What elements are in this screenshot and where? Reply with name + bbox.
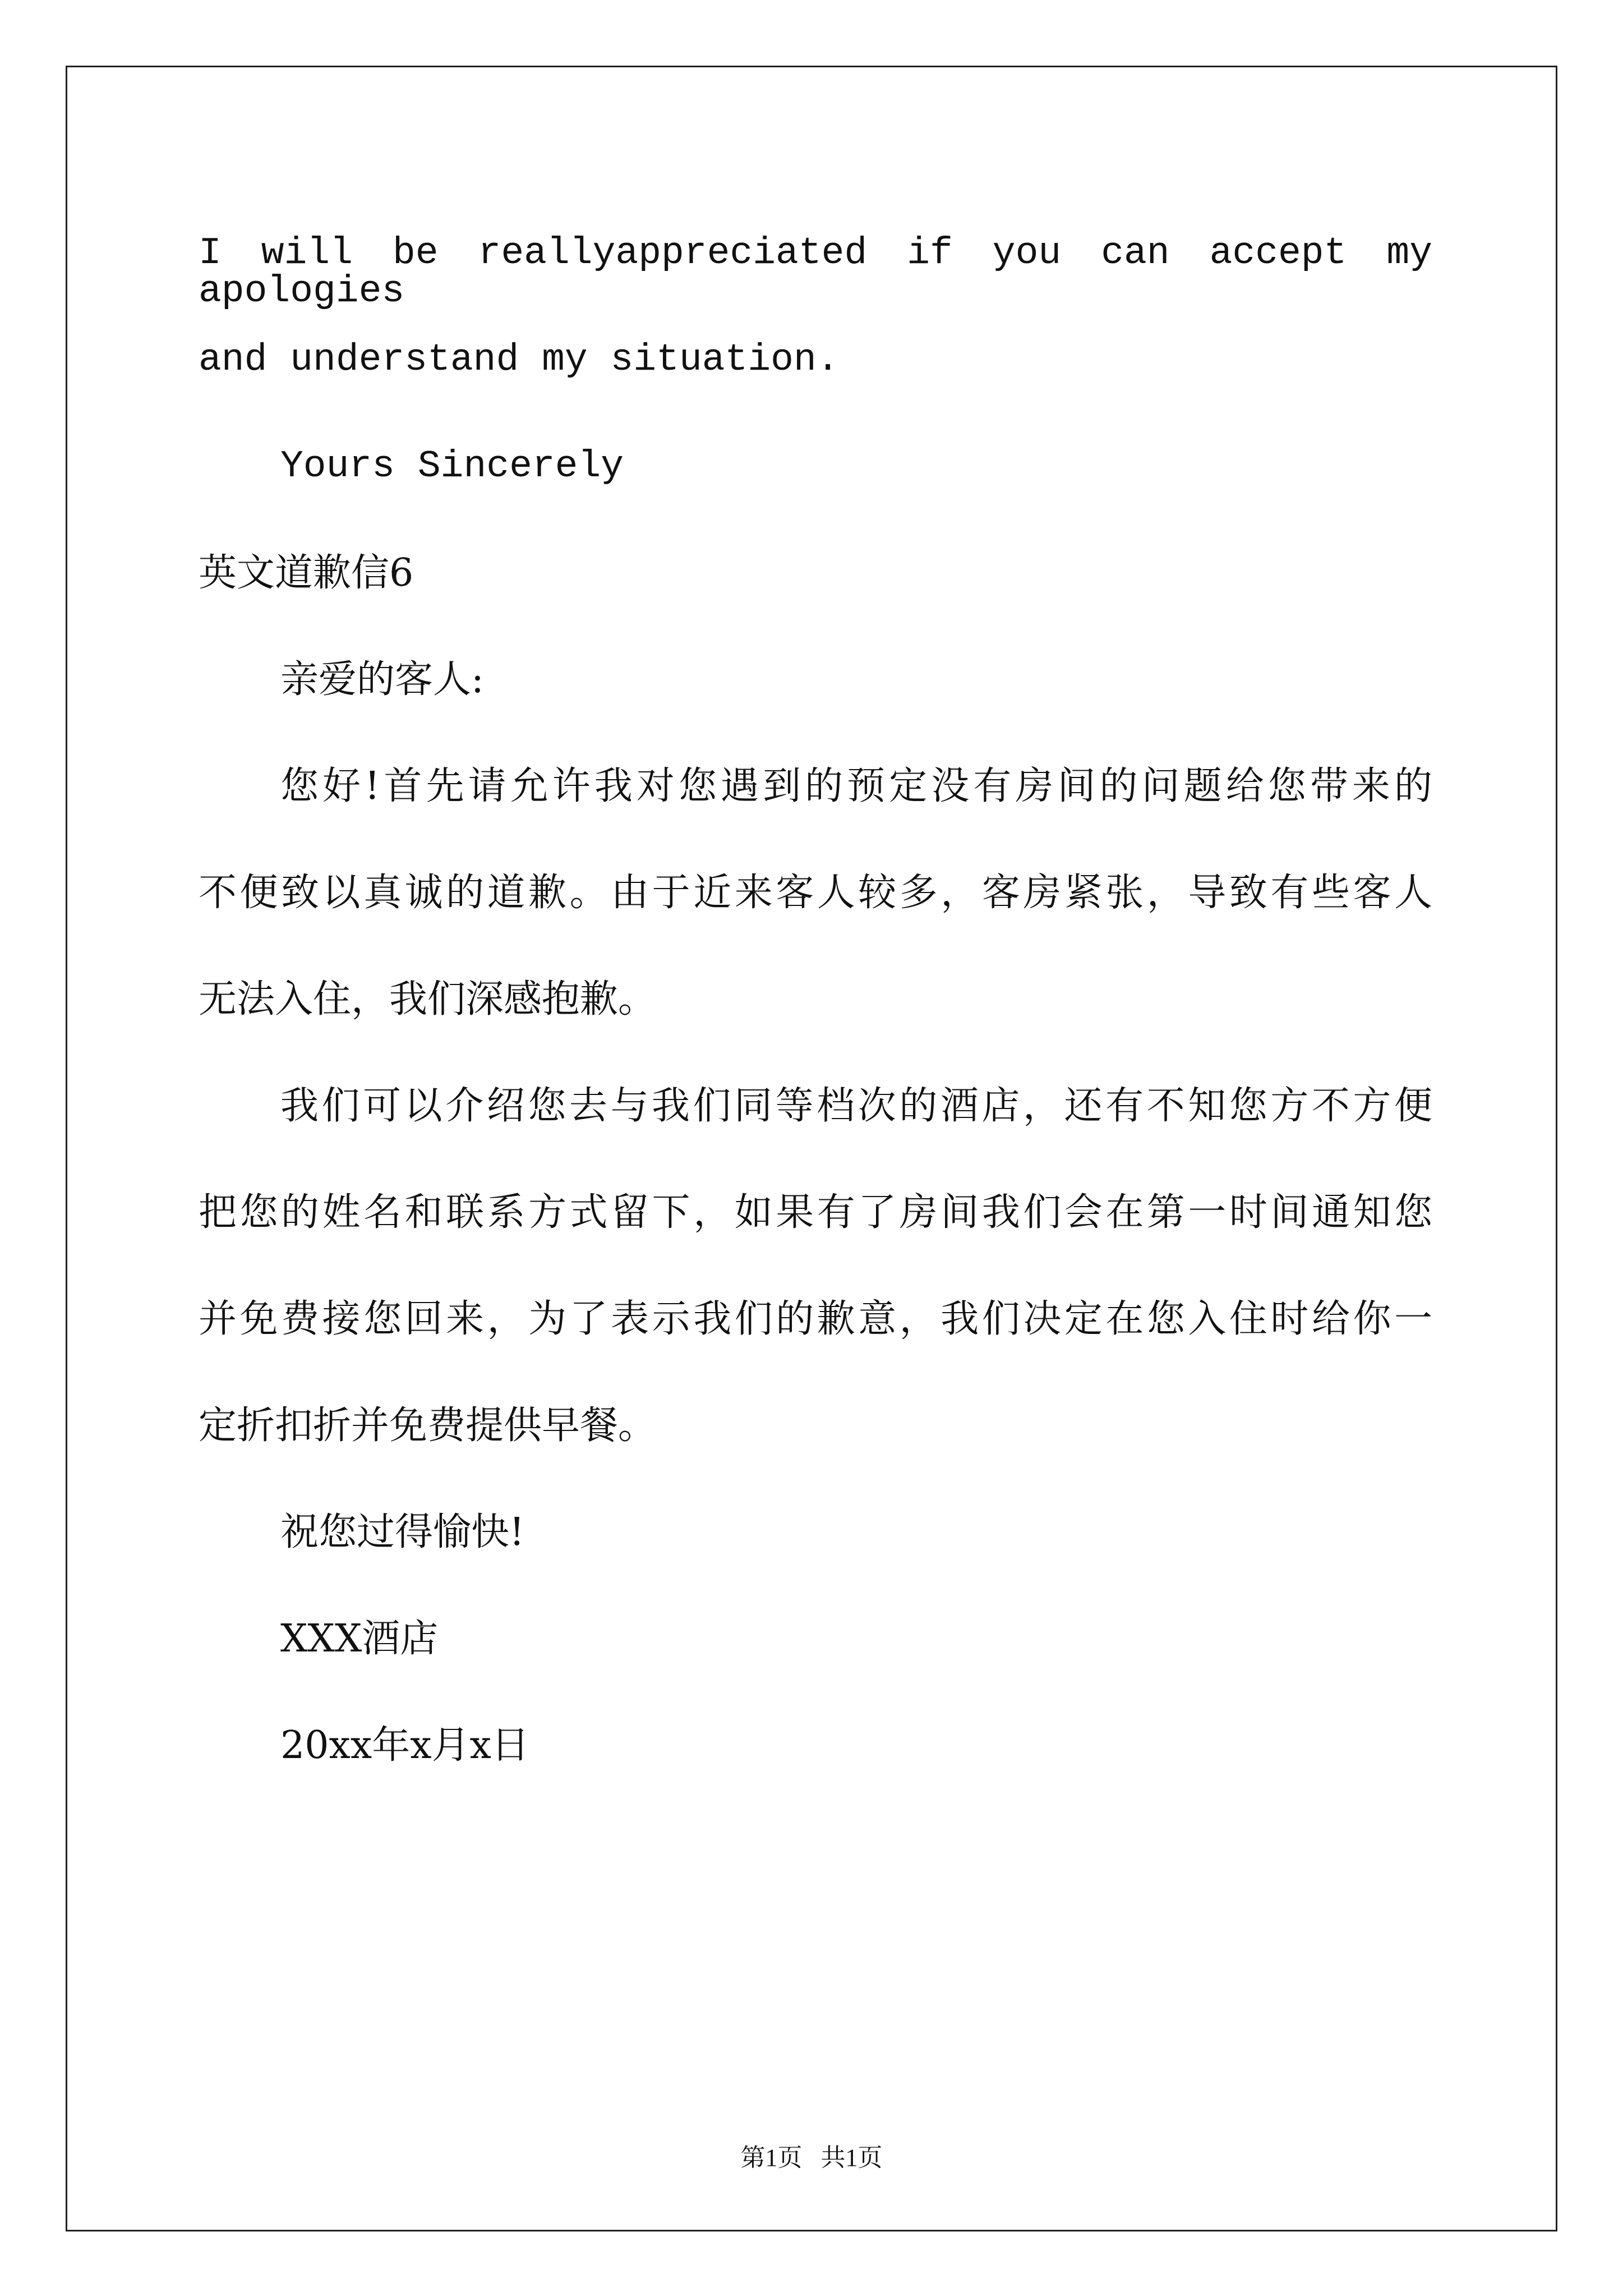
signature: XXX酒店 bbox=[280, 1617, 439, 1661]
paragraph-2-line-2: 把您的姓名和联系方式留下，如果有了房间我们会在第一时间通知您 bbox=[199, 1190, 1432, 1235]
english-paragraph-line-1: I will be reallyappreciated if you can accept my apologies bbox=[199, 232, 1432, 313]
english-paragraph-line-2: and understand my situation. bbox=[199, 338, 840, 381]
paragraph-2-line-3: 并免费接您回来，为了表示我们的歉意，我们决定在您入住时给你一 bbox=[199, 1297, 1432, 1341]
date: 20xx年x月x日 bbox=[280, 1723, 529, 1768]
page-number-footer: 第1页 共1页 bbox=[740, 2144, 883, 2171]
paragraph-1-line-3: 无法入住，我们深感抱歉。 bbox=[199, 977, 657, 1022]
english-closing: Yours Sincerely bbox=[280, 445, 624, 488]
paragraph-2-line-4: 定折扣折并免费提供早餐。 bbox=[199, 1404, 657, 1448]
page-border bbox=[66, 66, 1557, 2231]
closing-wish: 祝您过得愉快! bbox=[280, 1510, 525, 1554]
greeting: 亲爱的客人: bbox=[280, 657, 484, 702]
paragraph-1-line-1: 您好!首先请允许我对您遇到的预定没有房间的问题给您带来的 bbox=[280, 764, 1432, 808]
paragraph-2-line-1: 我们可以介绍您去与我们同等档次的酒店，还有不知您方不方便 bbox=[280, 1084, 1432, 1128]
section-title: 英文道歉信6 bbox=[199, 551, 414, 595]
paragraph-1-line-2: 不便致以真诚的道歉。由于近来客人较多，客房紧张，导致有些客人 bbox=[199, 871, 1432, 915]
